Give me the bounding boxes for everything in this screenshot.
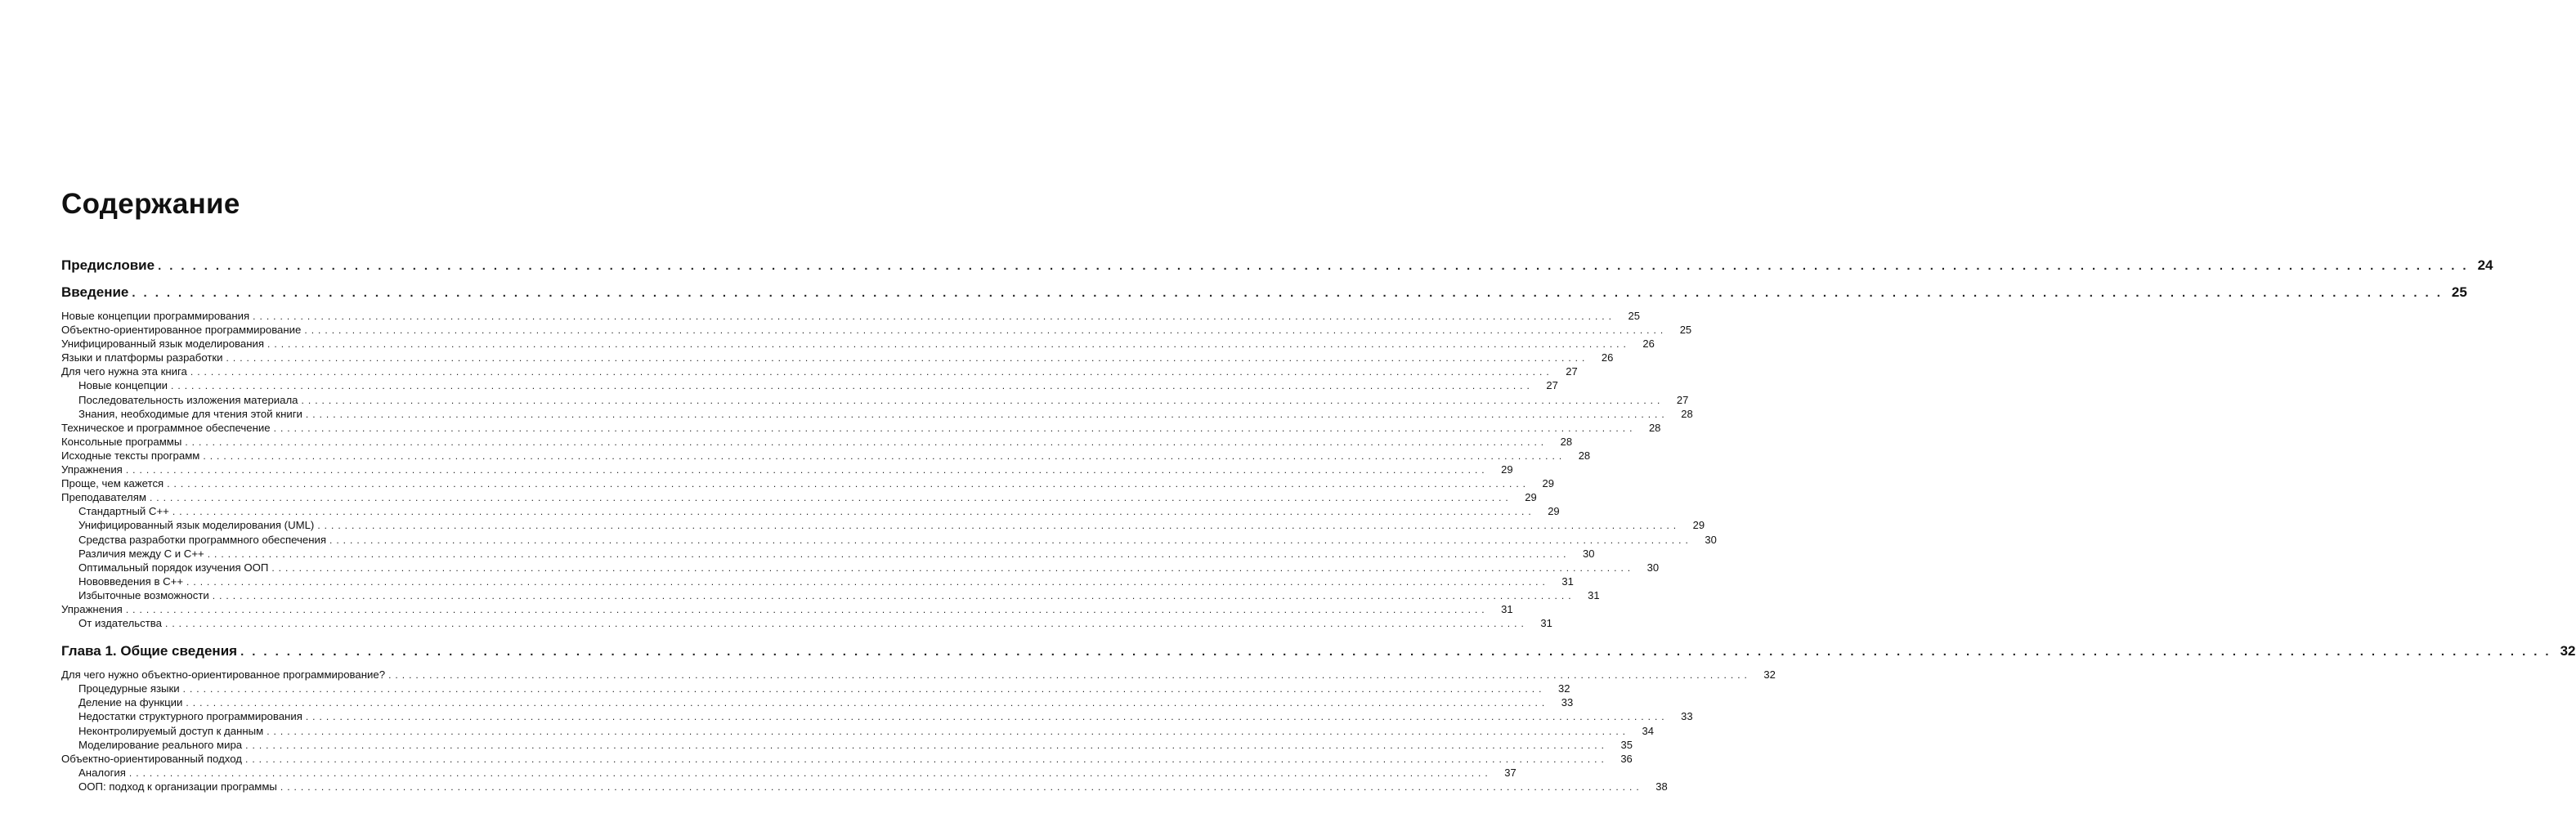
toc-entry-label: Новые концепции bbox=[78, 379, 168, 392]
toc-page-number: 35 bbox=[1620, 738, 1633, 751]
toc-entry bbox=[61, 766, 1516, 780]
toc-leader-dots: ........................................................................................................................................................................................................ bbox=[317, 520, 1681, 532]
toc-leader-dots: ........................................................................................................................................................................................................ bbox=[165, 618, 1528, 630]
toc-entry bbox=[61, 393, 1689, 407]
toc-entry-label: Избыточные возможности bbox=[78, 588, 209, 601]
toc-entry bbox=[61, 602, 1513, 616]
toc-entry-label: Недостатки структурного программирования bbox=[78, 710, 302, 723]
toc-chapter-entry bbox=[61, 255, 2493, 276]
toc-entry-label: Для чего нужно объектно-ориентированное программирование? bbox=[61, 668, 386, 682]
toc-page-number: 38 bbox=[1655, 780, 1668, 793]
toc-page-number: 31 bbox=[1561, 574, 1574, 588]
toc-page-number: 30 bbox=[1583, 547, 1595, 560]
toc-entry bbox=[61, 574, 1574, 588]
toc-entry bbox=[61, 490, 1537, 504]
toc-entry-label: Различия между C и C++ bbox=[78, 547, 204, 560]
toc-entry bbox=[61, 323, 1692, 337]
toc-page-number: 28 bbox=[1648, 421, 1661, 434]
toc-entry-label: От издательства bbox=[78, 617, 163, 630]
toc-page-number: 25 bbox=[1679, 324, 1692, 337]
toc-chapter-entry bbox=[61, 282, 2467, 303]
toc-spacer bbox=[61, 276, 513, 282]
toc-page-number: 25 bbox=[1628, 310, 1640, 322]
toc-entry bbox=[61, 752, 1633, 766]
toc-entry bbox=[61, 518, 1705, 532]
toc-leader-dots: ........................................................................................................................................................................................................ bbox=[271, 561, 1635, 574]
toc-entry bbox=[61, 533, 1717, 547]
toc-entry-label: Унифицированный язык моделирования (UML) bbox=[78, 519, 315, 532]
toc-page-number: 27 bbox=[1566, 365, 1578, 378]
toc-leader-dots: ........................................................................................................................................................................................................ bbox=[185, 436, 1548, 448]
toc-leader-dots: ........................................................................................................................................................................................................ bbox=[245, 739, 1608, 751]
toc-entry-label: Техническое и программное обеспечение bbox=[61, 421, 271, 434]
toc-page-number: 27 bbox=[1676, 393, 1689, 406]
toc-page-number: 29 bbox=[1542, 477, 1554, 490]
toc-leader-dots: ........................................................................................................................................................................................................ bbox=[128, 767, 1492, 779]
toc-entry-label: Введение bbox=[61, 284, 129, 300]
toc-page-number: 37 bbox=[1504, 766, 1516, 779]
toc-entry bbox=[61, 364, 1578, 378]
toc-entry-label: Проще, чем кажется bbox=[61, 477, 164, 490]
toc-leader-dots: ........................................................................................................................................................................................................ bbox=[172, 506, 1535, 518]
toc-entry-label: ООП: подход к организации программы bbox=[78, 780, 277, 793]
toc-leader-dots: ........................................................................................................................................................................................................ bbox=[240, 645, 2557, 659]
toc-entry bbox=[61, 449, 1591, 463]
toc-entry-label: Объектно-ориентированное программирование bbox=[61, 324, 302, 337]
toc-leader-dots: ........................................................................................................................................................................................................ bbox=[203, 449, 1566, 462]
page-title: Содержание bbox=[61, 188, 240, 220]
toc-page-number: 29 bbox=[1548, 505, 1560, 518]
toc-leader-dots: ........................................................................................................................................................................................................ bbox=[132, 286, 2448, 300]
toc-page-number: 24 bbox=[2477, 257, 2493, 273]
toc-entry-label: Неконтролируемый доступ к данным bbox=[78, 724, 264, 737]
toc-entry bbox=[61, 780, 1668, 793]
toc-spacer bbox=[61, 303, 513, 309]
toc-entry bbox=[61, 407, 1693, 421]
toc-leader-dots: ........................................................................................................................................................................................................ bbox=[149, 492, 1512, 504]
toc-entry-label: Стандартный C++ bbox=[78, 505, 169, 518]
toc-page-number: 25 bbox=[2451, 284, 2467, 300]
toc-leader-dots: ........................................................................................................................................................................................................ bbox=[212, 589, 1575, 601]
toc-entry-label: Аналогия bbox=[78, 766, 126, 779]
toc-entry-label: Средства разработки программного обеспечения bbox=[78, 533, 327, 546]
toc-entry bbox=[61, 351, 1614, 364]
toc-leader-dots: ........................................................................................................................................................................................................ bbox=[190, 366, 1553, 378]
toc-page-number: 31 bbox=[1540, 617, 1552, 630]
toc-leader-dots: ........................................................................................................................................................................................................ bbox=[182, 683, 1546, 695]
toc-entry-label: Исходные тексты программ bbox=[61, 449, 200, 462]
toc-entry bbox=[61, 668, 1776, 682]
toc-page-number: 33 bbox=[1561, 696, 1574, 709]
toc-leader-dots: ........................................................................................................................................................................................................ bbox=[167, 478, 1530, 490]
toc-leader-dots: ........................................................................................................................................................................................................ bbox=[388, 669, 1751, 682]
toc-leader-dots: ........................................................................................................................................................................................................ bbox=[125, 464, 1489, 476]
toc-entry-label: Новые концепции программирования bbox=[61, 310, 250, 322]
toc-page-number: 32 bbox=[1557, 682, 1570, 695]
toc-entry-label: Консольные программы bbox=[61, 435, 182, 448]
toc-entry-label: Унифицированный язык моделирования bbox=[61, 337, 265, 351]
toc-entry bbox=[61, 547, 1595, 561]
toc-leader-dots: ........................................................................................................................................................................................................ bbox=[305, 711, 1669, 723]
toc-entry bbox=[61, 504, 1560, 518]
toc-entry-label: Языки и платформы разработки bbox=[61, 351, 223, 364]
toc-entry bbox=[61, 378, 1558, 392]
toc-page-number: 26 bbox=[1601, 351, 1614, 364]
toc-entry-label: Последовательность изложения материала bbox=[78, 393, 298, 406]
toc-leader-dots: ........................................................................................................................................................................................................ bbox=[186, 697, 1549, 709]
toc-leader-dots: ........................................................................................................................................................................................................ bbox=[253, 311, 1615, 322]
toc-entry bbox=[61, 561, 1660, 574]
toc-entry-label: Деление на функции bbox=[78, 696, 183, 709]
toc-page-number: 26 bbox=[1642, 337, 1655, 351]
toc-spacer bbox=[61, 662, 513, 668]
toc-entry bbox=[61, 337, 1655, 351]
toc-page-number: 32 bbox=[2560, 643, 2576, 659]
toc-entry-label: Упражнения bbox=[61, 463, 123, 476]
toc-entry bbox=[61, 695, 1574, 709]
toc-entry bbox=[61, 616, 1552, 630]
toc-page-number: 29 bbox=[1501, 463, 1513, 476]
toc-entry-label: Оптимальный порядок изучения ООП bbox=[78, 561, 269, 574]
toc-leader-dots: ........................................................................................................................................................................................................ bbox=[171, 380, 1534, 392]
toc-entry bbox=[61, 709, 1693, 723]
toc-leader-dots: ........................................................................................................................................................................................................ bbox=[244, 753, 1608, 765]
toc-leader-dots: ........................................................................................................................................................................................................ bbox=[304, 324, 1668, 337]
toc-spacer bbox=[61, 630, 513, 641]
toc-entry-label: Объектно-ориентированный подход bbox=[61, 752, 242, 765]
toc-page-number: 31 bbox=[1501, 602, 1513, 615]
toc-page-number: 27 bbox=[1546, 379, 1558, 392]
toc-leader-dots: ........................................................................................................................................................................................................ bbox=[301, 394, 1664, 406]
table-of-contents bbox=[61, 255, 2576, 793]
toc-leader-dots: ........................................................................................................................................................................................................ bbox=[329, 534, 1692, 546]
toc-entry bbox=[61, 463, 1513, 476]
toc-entry bbox=[61, 421, 1661, 435]
toc-leader-dots: ........................................................................................................................................................................................................ bbox=[267, 725, 1629, 737]
toc-leader-dots: ........................................................................................................................................................................................................ bbox=[305, 408, 1669, 420]
toc-chapter-entry bbox=[61, 641, 2576, 662]
toc-entry-label: Предисловие bbox=[61, 257, 155, 273]
toc-leader-dots: ........................................................................................................................................................................................................ bbox=[226, 352, 1589, 364]
toc-entry bbox=[61, 435, 1573, 449]
toc-leader-dots: ........................................................................................................................................................................................................ bbox=[207, 548, 1570, 560]
toc-entry-label: Глава 1. Общие сведения bbox=[61, 643, 238, 659]
toc-page-number: 30 bbox=[1646, 561, 1660, 574]
toc-leader-dots: ........................................................................................................................................................................................................ bbox=[280, 780, 1643, 793]
toc-entry bbox=[61, 476, 1554, 490]
toc-leader-dots: ........................................................................................................................................................................................................ bbox=[125, 603, 1489, 615]
toc-page-number: 34 bbox=[1642, 724, 1654, 737]
toc-page-number: 29 bbox=[1525, 491, 1537, 504]
toc-leader-dots: ........................................................................................................................................................................................................ bbox=[267, 338, 1630, 351]
toc-page-number: 36 bbox=[1620, 752, 1633, 765]
toc-entry-label: Процедурные языки bbox=[78, 682, 180, 695]
toc-page-number: 29 bbox=[1692, 519, 1705, 532]
toc-entry-label: Для чего нужна эта книга bbox=[61, 365, 187, 378]
toc-entry-label: Упражнения bbox=[61, 602, 123, 615]
toc-entry bbox=[61, 738, 1633, 752]
toc-entry-label: Знания, необходимые для чтения этой книги bbox=[78, 407, 302, 420]
toc-entry-label: Моделирование реального мира bbox=[78, 738, 243, 751]
toc-leader-dots: ........................................................................................................................................................................................................ bbox=[158, 259, 2475, 273]
toc-entry bbox=[61, 309, 1640, 323]
toc-page-number: 30 bbox=[1705, 533, 1717, 546]
toc-leader-dots: ........................................................................................................................................................................................................ bbox=[186, 575, 1549, 588]
toc-page-number: 33 bbox=[1681, 710, 1693, 723]
toc-leader-dots: ........................................................................................................................................................................................................ bbox=[273, 422, 1637, 434]
toc-page-number: 31 bbox=[1588, 588, 1600, 601]
toc-entry bbox=[61, 588, 1600, 602]
toc-entry bbox=[61, 682, 1570, 695]
toc-entry-label: Нововведения в C++ bbox=[78, 574, 184, 588]
toc-page-number: 28 bbox=[1578, 449, 1591, 462]
toc-entry-label: Преподавателям bbox=[61, 491, 146, 504]
toc-page-number: 28 bbox=[1681, 407, 1693, 420]
toc-page-number: 28 bbox=[1560, 435, 1573, 448]
toc-entry bbox=[61, 724, 1654, 738]
toc-page-number: 32 bbox=[1763, 668, 1776, 682]
